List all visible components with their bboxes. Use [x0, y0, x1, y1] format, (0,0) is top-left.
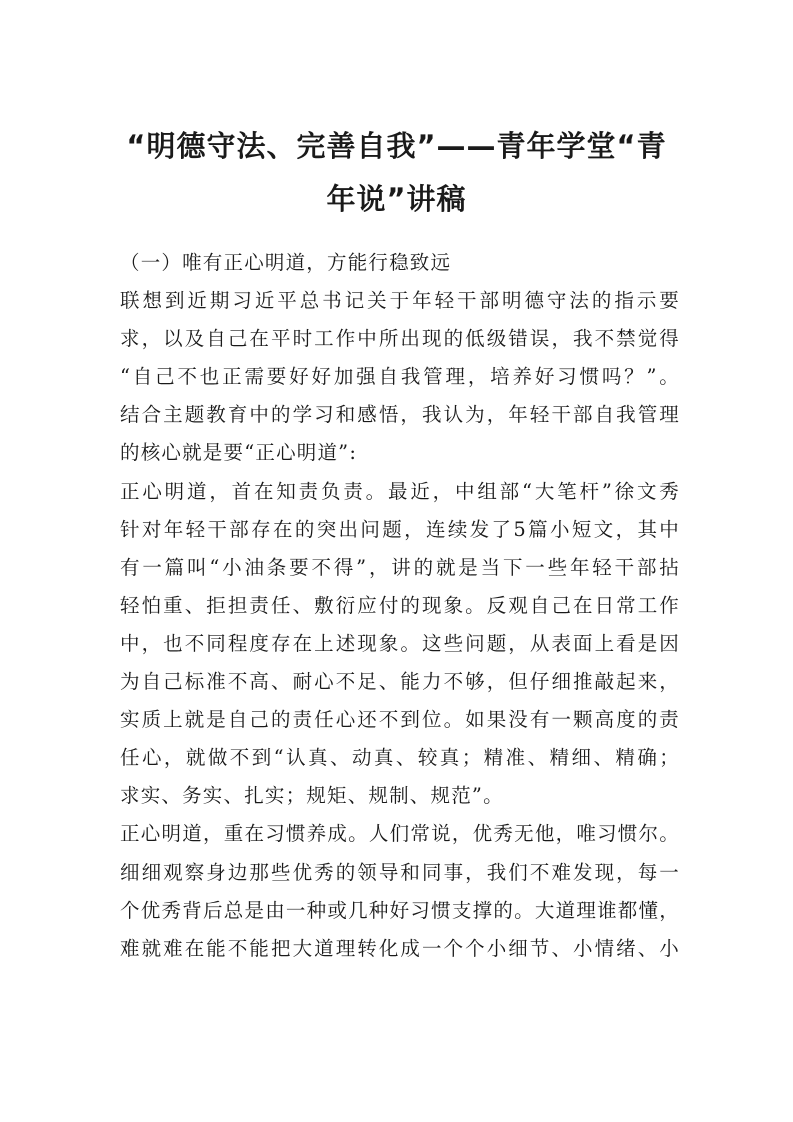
title-line-2: 年说”讲稿	[326, 182, 467, 216]
paragraph-line: 难就难在能不能把大道理转化成一个个小细节、小情绪、小	[120, 936, 680, 960]
paragraph-line: 联想到近期习近平总书记关于年轻干部明德守法的指示要	[120, 289, 680, 313]
paragraph-line: 针对年轻干部存在的突出问题，连续发了5篇小短文，其中	[120, 517, 680, 541]
paragraph-line: 正心明道，首在知责负责。最近，中组部“大笔杆”徐文秀	[120, 479, 680, 503]
paragraph-line: 求，以及自己在平时工作中所出现的低级错误，我不禁觉得	[120, 327, 680, 351]
paragraph-line: 细细观察身边那些优秀的领导和同事，我们不难发现，每一	[120, 860, 680, 884]
paragraph-line: 轻怕重、拒担责任、敷衍应付的现象。反观自己在日常工作	[120, 593, 680, 617]
paragraph-line: 正心明道，重在习惯养成。人们常说，优秀无他，唯习惯尔。	[120, 822, 680, 846]
paragraph-line: 为自己标准不高、耐心不足、能力不够，但仔细推敲起来，	[120, 670, 680, 694]
title-line-1: “明德守法、完善自我”——青年学堂“青	[126, 129, 667, 163]
section-heading: （一）唯有正心明道，方能行稳致远	[120, 251, 452, 274]
paragraph-line: 有一篇叫“小油条要不得”，讲的就是当下一些年轻干部拈	[120, 555, 680, 579]
paragraph-line: “自己不也正需要好好加强自我管理，培养好习惯吗？”。	[120, 365, 680, 389]
paragraph-line: 的核心就是要“正心明道”:	[120, 441, 358, 465]
paragraph-line: 结合主题教育中的学习和感悟，我认为，年轻干部自我管理	[120, 403, 680, 427]
paragraph-line: 中，也不同程度存在上述现象。这些问题，从表面上看是因	[120, 631, 680, 655]
paragraph-line: 任心，就做不到“认真、动真、较真；精准、精细、精确；	[120, 746, 680, 770]
paragraph-line: 求实、务实、扎实；规矩、规制、规范”。	[120, 784, 504, 808]
document-title	[110, 120, 683, 226]
paragraph-line: 实质上就是自己的责任心还不到位。如果没有一颗高度的责	[120, 708, 680, 732]
body-text	[120, 244, 680, 968]
paragraph-line: 个优秀背后总是由一种或几种好习惯支撑的。大道理谁都懂，	[120, 898, 680, 922]
